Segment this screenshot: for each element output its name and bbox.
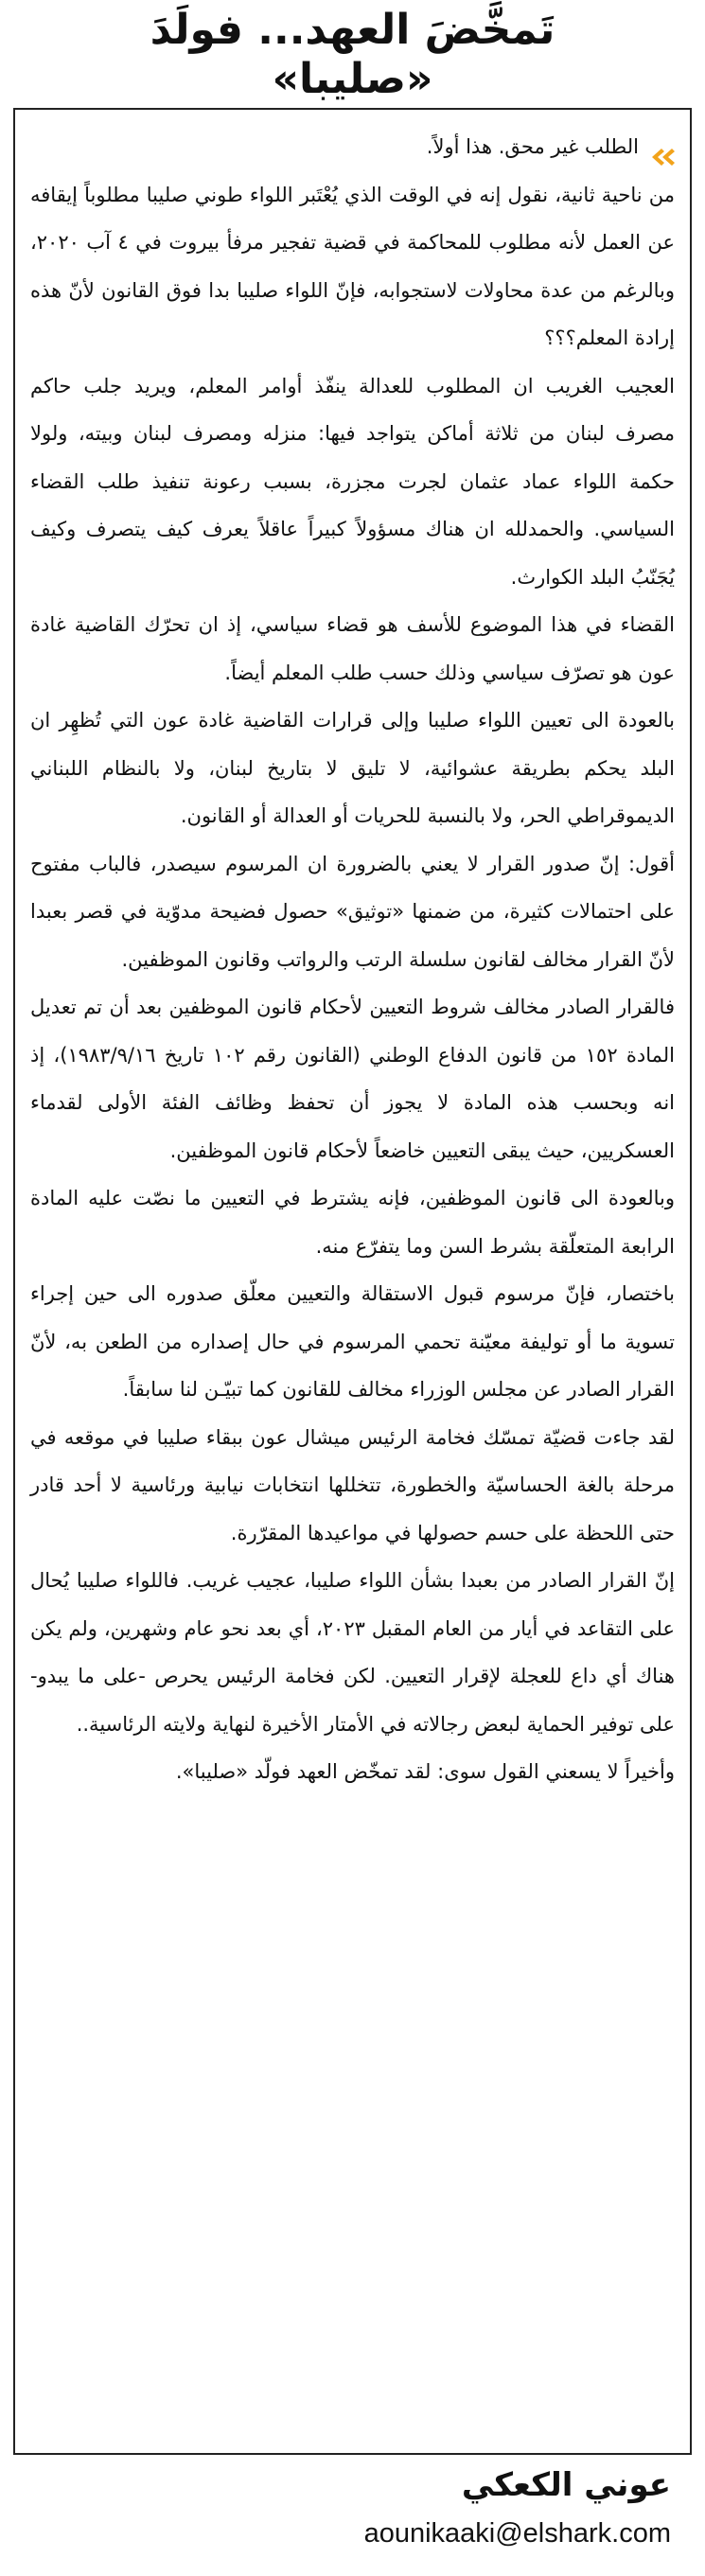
- article-body: [30, 123, 675, 1796]
- byline: [27, 2464, 671, 2555]
- paragraph-7: فالقرار الصادر مخالف شروط التعيين لأحكام قانون الموظفين بعد أن تم تعديل المادة ١٥٢ من قانون الدفاع الوطني (القانون رقم ١٠٢ تاريخ ١٩٨٣/٩/١٦)، إذ انه وبحسب هذه المادة لا يجوز أن تحفظ وظائف الفئة الأولى لقدماء العسكريين، حيث يبقى التعيين خاضعاً لأحكام قانون الموظفين.: [30, 996, 675, 1162]
- paragraph-12: وأخيراً لا يسعني القول سوى: لقد تمخّض العهد فولّد «صليبا».: [175, 1760, 675, 1783]
- paragraph-9: باختصار، فإنّ مرسوم قبول الاستقالة والتعيين معلّق صدوره الى حين إجراء تسوية ما أو توليفة معيّنة تحمي المرسوم في حال إصداره من الطعن به، لأنّ القرار الصادر عن مجلس الوزراء مخالف للقانون كما تبيّـن لنا سابقاً.: [30, 1282, 675, 1401]
- author-email[interactable]: aounikaaki@elshark.com: [363, 2518, 671, 2549]
- author-name: عوني الكعكي: [461, 2466, 671, 2504]
- paragraph-1-text: الطلب غير محق. هذا أولاً.: [426, 135, 639, 158]
- paragraph-3: العجيب الغريب ان المطلوب للعدالة ينفّذ أوامر المعلم، ويريد جلب حاكم مصرف لبنان من ثلاثة أماكن يتواجد فيها: منزله ومصرف لبنان وبيته، ولولا حكمة اللواء عماد عثمان لجرت مجزرة، بسبب رعونة تنفيذ طلب القضاء السياسي. والحمدلله ان هناك مسؤولاً كبيراً عاقلاً يعرف كيف يتصرف وكيف يُجَنّبُ البلد الكوارث.: [30, 374, 675, 589]
- paragraph-8: وبالعودة الى قانون الموظفين، فإنه يشترط في التعيين ما نصّت عليه المادة الرابعة المتعلّقة بشرط السن وما يتفرّع منه.: [30, 1187, 675, 1258]
- paragraph-5: بالعودة الى تعيين اللواء صليبا وإلى قرارات القاضية غادة عون التي تُظهِر ان البلد يحكم بطريقة عشوائية، لا تليق لا بتاريخ لبنان، ولا بالنظام اللبناني الديموقراطي الحر، ولا بالنسبة للحريات أو العدالة أو القانون.: [30, 709, 675, 827]
- paragraph-2: من ناحية ثانية، نقول إنه في الوقت الذي يُعْتَبر اللواء طوني صليبا مطلوباً إيقافه عن العمل لأنه مطلوب للمحاكمة في قضية تفجير مرفأ بيروت في ٤ آب ٢٠٢٠، وبالرغم من عدة محاولات لاستجوابه، فإنّ اللواء صليبا بدا فوق القانون لأنّ هذه إرادة المعلم؟؟؟: [30, 183, 675, 349]
- paragraph-11: إنّ القرار الصادر من بعبدا بشأن اللواء صليبا، عجيب غريب. فاللواء صليبا يُحال على التقاعد في أيار من العام المقبل ٢٠٢٣، أي بعد نحو عام وشهرين، ولم يكن هناك أي داع للعجلة لإقرار التعيين. لكن فخامة الرئيس يحرص -على ما يبدو- على توفير الحماية لبعض رجالاته في الأمتار الأخيرة لنهاية ولايته الرئاسية..: [30, 1569, 675, 1736]
- headline-line-1: تَمخَّضَ العهد... فولَدَ: [150, 6, 555, 54]
- paragraph-6: أقول: إنّ صدور القرار لا يعني بالضرورة ان المرسوم سيصدر، فالباب مفتوح على احتمالات كثيرة، من ضمنها «توثيق» حصول فضيحة مدوّية في قصر بعبدا لأنّ القرار مخالف لقانون سلسلة الرتب والرواتب وقانون الموظفين.: [30, 852, 675, 971]
- headline: [9, 6, 696, 106]
- headline-line-2: «صليبا»: [272, 55, 433, 103]
- paragraph-1: [30, 123, 675, 171]
- newspaper-column: [9, 6, 696, 2568]
- paragraph-4: القضاء في هذا الموضوع للأسف هو قضاء سياسي، إذ ان تحرّك القاضية غادة عون هو تصرّف سياسي وذلك حسب طلب المعلم أيضاً.: [30, 613, 675, 684]
- paragraph-10: لقد جاءت قضيّة تمسّك فخامة الرئيس ميشال عون ببقاء صليبا في موقعه في مرحلة بالغة الحساسيّة والخطورة، تتخللها انتخابات نيابية ورئاسية لا أحد قادر حتى اللحظة على حسم حصولها في مواعيدها المقرّرة.: [30, 1425, 675, 1544]
- article-frame: [13, 108, 692, 2455]
- double-chevron-left-icon: [646, 137, 675, 158]
